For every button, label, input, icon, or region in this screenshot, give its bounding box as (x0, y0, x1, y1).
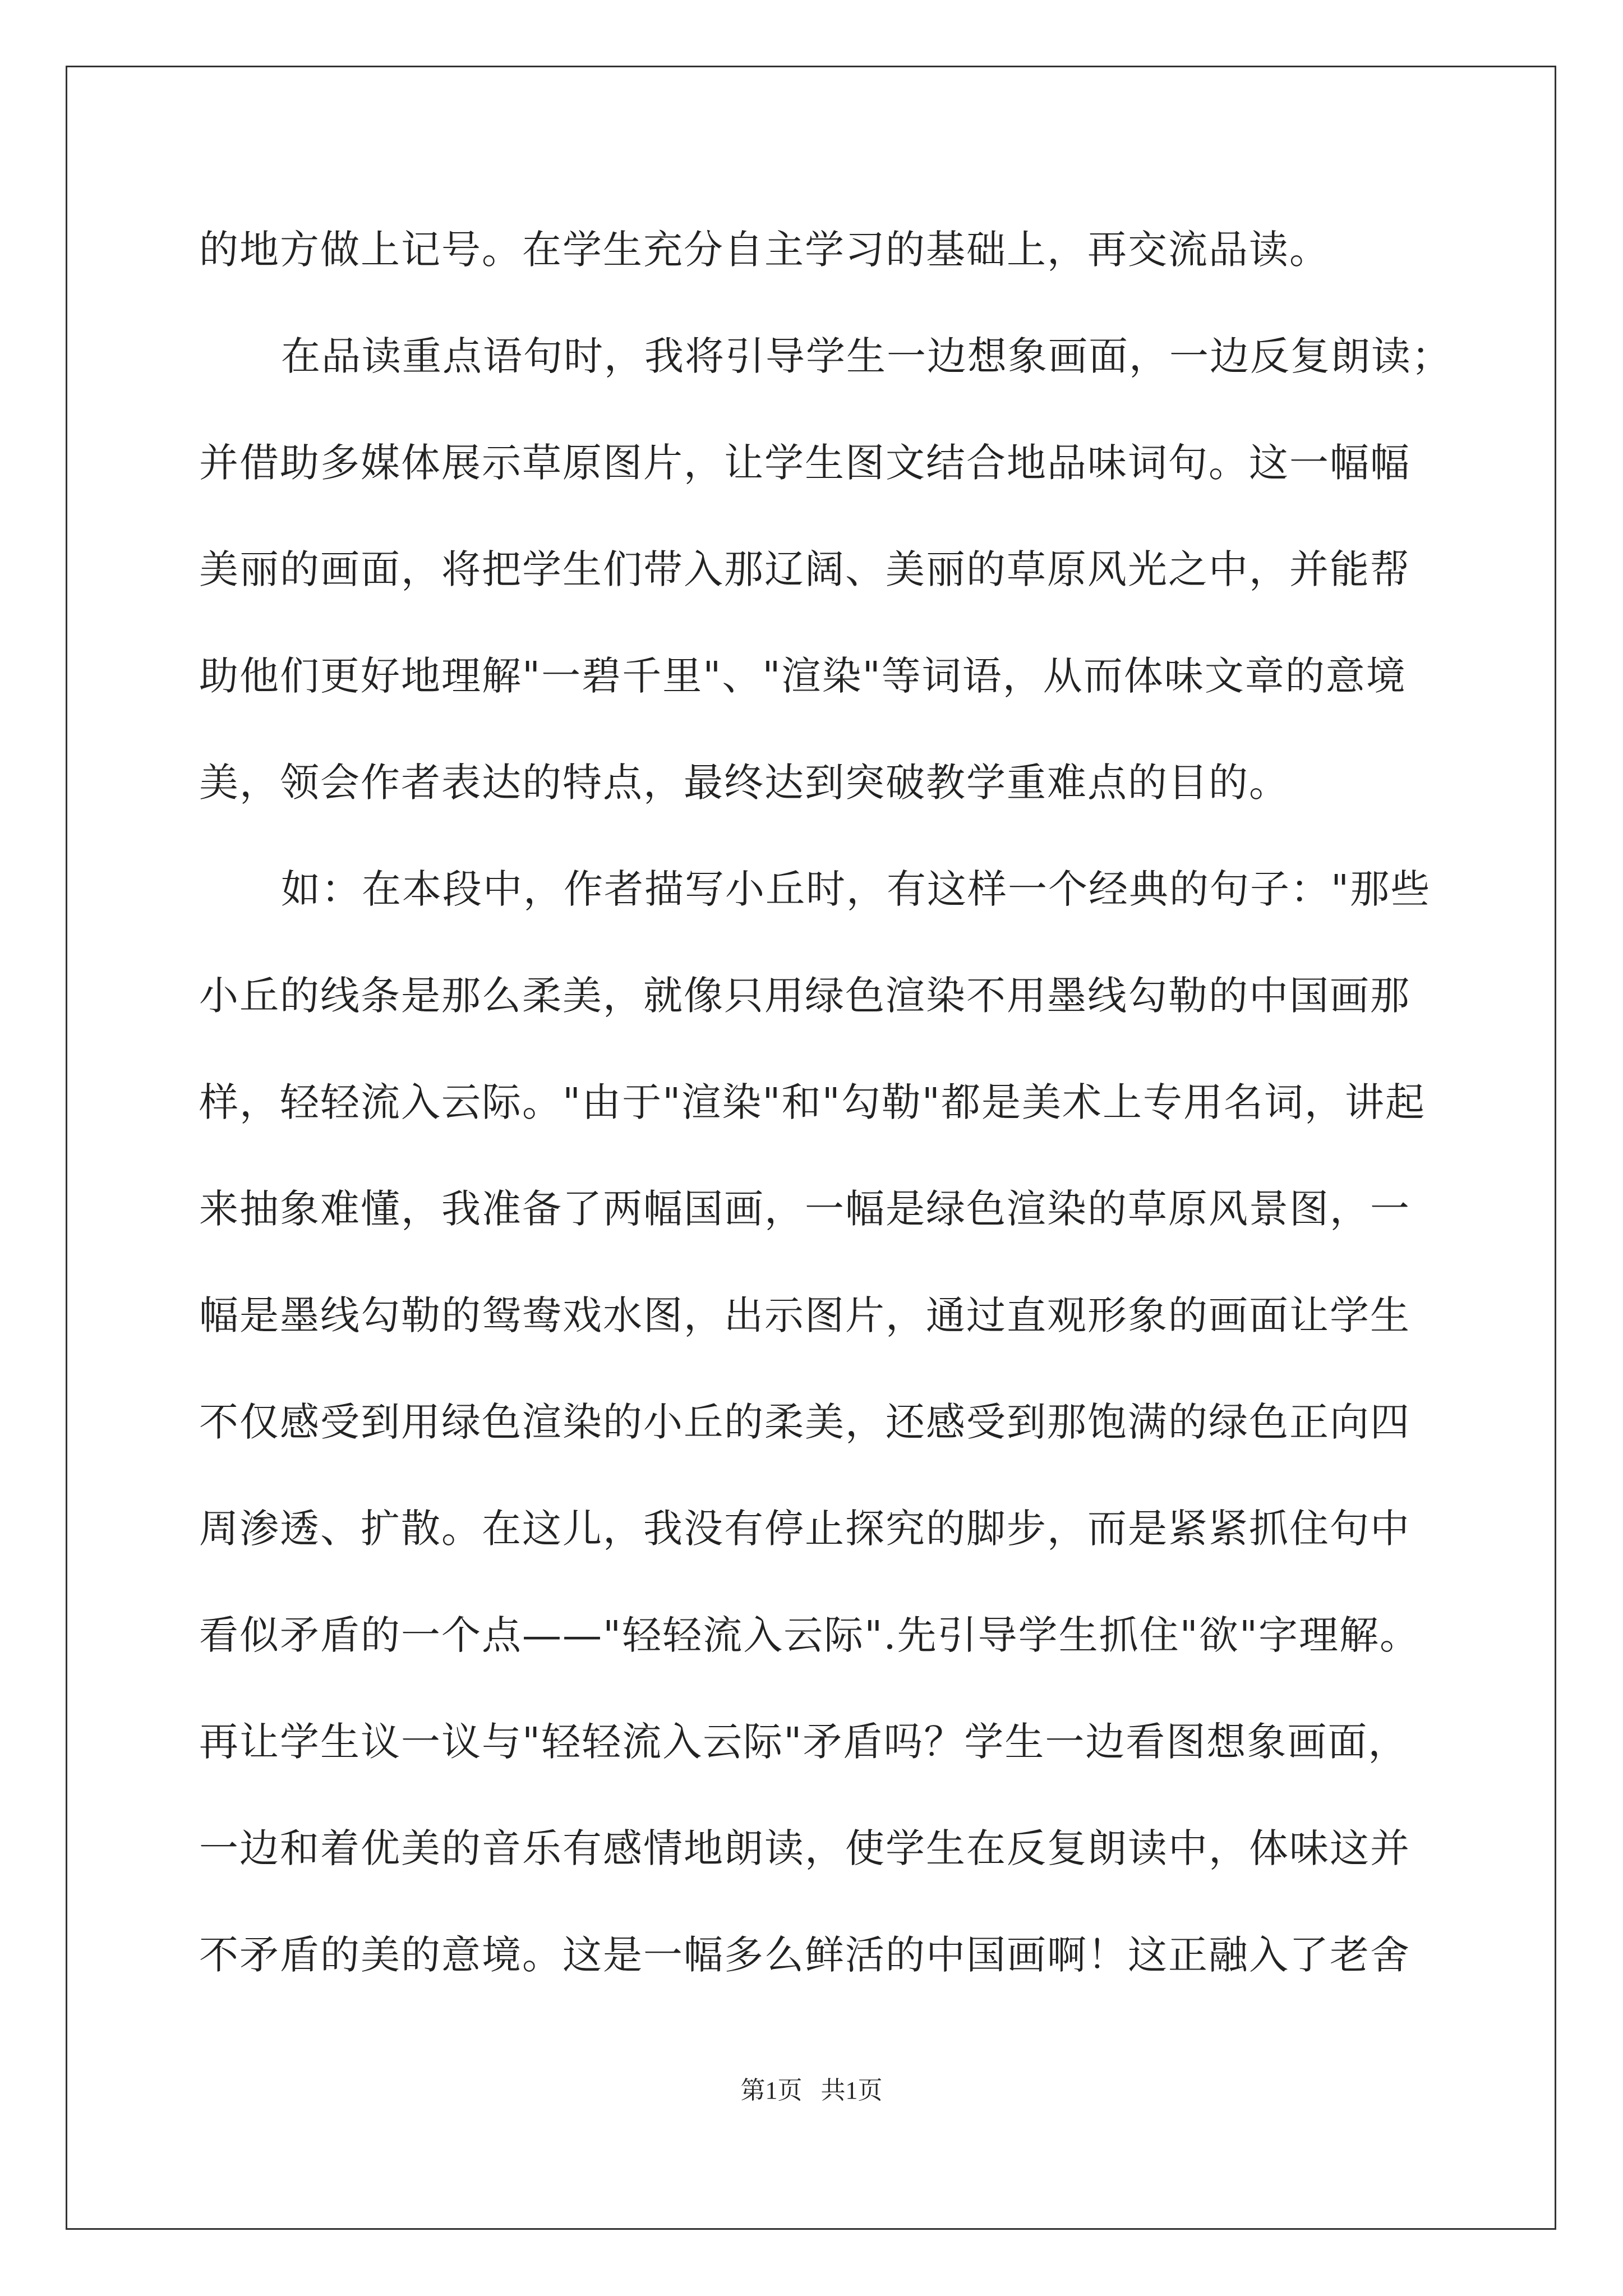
text-line: 不矛盾的美的意境。这是一幅多么鲜活的中国画啊！这正融入了老舍 (199, 1932, 1410, 1978)
document-body (199, 196, 1452, 2008)
page-number-footer: 第1页 共1页 (740, 2077, 883, 2104)
text-line: 不仅感受到用绿色渲染的小丘的柔美，还感受到那饱满的绿色正向四 (199, 1399, 1410, 1445)
text-line: 助他们更好地理解"一碧千里"、"渲染"等词语，从而体味文章的意境 (199, 653, 1407, 699)
text-line: 美丽的画面，将把学生们带入那辽阔、美丽的草原风光之中，并能帮 (199, 546, 1410, 592)
text-line: 小丘的线条是那么柔美，就像只用绿色渲染不用墨线勾勒的中国画那 (199, 973, 1410, 1019)
paragraph-start-line: 如：在本段中，作者描写小丘时，有这样一个经典的句子："那些 (281, 866, 1431, 912)
text-line: 样，轻轻流入云际。"由于"渲染"和"勾勒"都是美术上专用名词，讲起 (199, 1079, 1426, 1125)
paragraph-start-line: 在品读重点语句时，我将引导学生一边想象画面，一边反复朗读； (281, 333, 1452, 379)
text-line: 看似矛盾的一个点——"轻轻流入云际".先引导学生抓住"欲"字理解。 (199, 1612, 1421, 1658)
text-line: 来抽象难懂，我准备了两幅国画，一幅是绿色渲染的草原风景图，一 (199, 1186, 1410, 1232)
text-line: 一边和着优美的音乐有感情地朗读，使学生在反复朗读中，体味这并 (199, 1825, 1410, 1871)
text-line: 幅是墨线勾勒的鸳鸯戏水图，出示图片，通过直观形象的画面让学生 (199, 1292, 1410, 1338)
text-line: 并借助多媒体展示草原图片，让学生图文结合地品味词句。这一幅幅 (199, 440, 1410, 486)
text-line: 的地方做上记号。在学生充分自主学习的基础上，再交流品读。 (199, 227, 1330, 273)
text-line: 再让学生议一议与"轻轻流入云际"矛盾吗？学生一边看图想象画面， (199, 1719, 1409, 1765)
text-line: 美，领会作者表达的特点，最终达到突破教学重难点的目的。 (199, 760, 1289, 806)
text-line: 周渗透、扩散。在这儿，我没有停止探究的脚步，而是紧紧抓住句中 (199, 1506, 1410, 1552)
